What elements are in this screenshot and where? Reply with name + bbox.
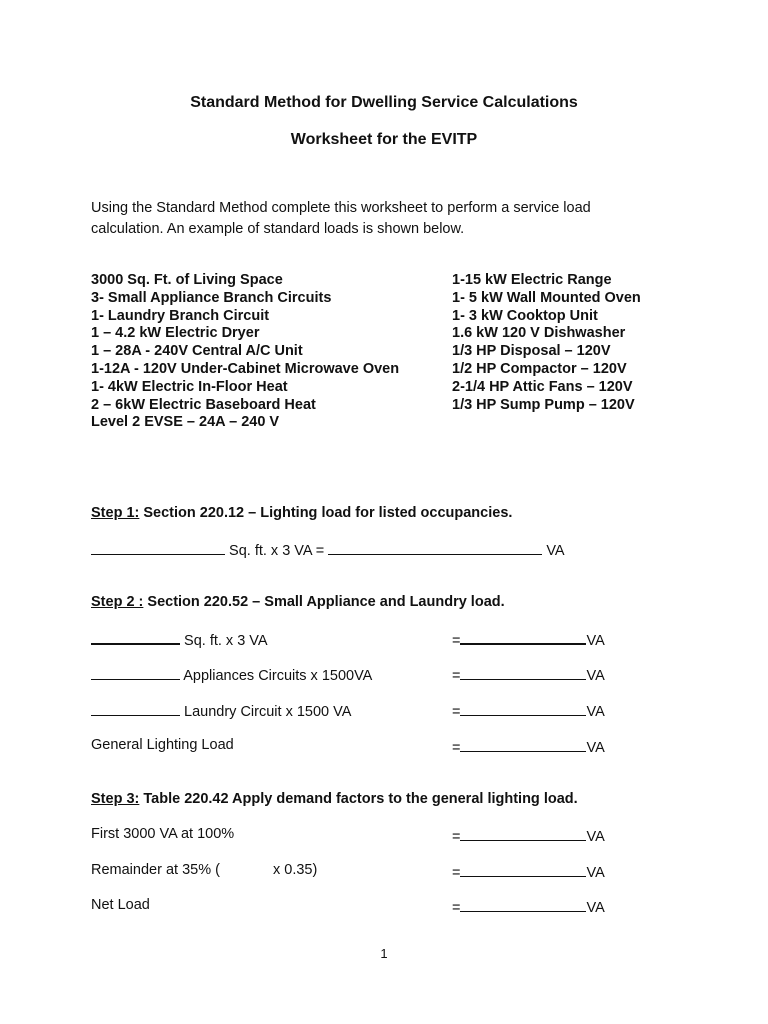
step2-row-appliances — [91, 665, 651, 685]
step3-row-first — [91, 826, 651, 846]
list-item: 1- Laundry Branch Circuit — [91, 307, 270, 324]
equals-sign: = — [452, 900, 461, 916]
step3-text: Table 220.42 Apply demand factors to the general lighting load. — [139, 791, 578, 807]
step1-heading — [91, 505, 512, 521]
unit-label: VA — [586, 865, 605, 881]
list-item: 2 – 6kW Electric Baseboard Heat — [91, 396, 316, 413]
result-blank-field[interactable] — [460, 897, 586, 912]
row-label: First 3000 VA at 100% — [91, 826, 235, 842]
document-subtitle: Worksheet for the EVITP — [290, 131, 478, 148]
list-item: 1/3 HP Disposal – 120V — [452, 343, 611, 360]
list-item: 1-15 kW Electric Range — [452, 272, 612, 288]
laundry-circuit-blank[interactable] — [91, 701, 180, 716]
row-label: Remainder at 35% ( — [91, 862, 220, 878]
step2-heading — [91, 594, 505, 610]
step1-formula-row — [91, 540, 651, 560]
list-item: 1- 4kW Electric In-Floor Heat — [91, 378, 288, 395]
result-blank-field[interactable] — [460, 701, 586, 716]
list-item: 1/3 HP Sump Pump – 120V — [452, 396, 635, 413]
unit-label: VA — [586, 668, 605, 684]
list-item: 1/2 HP Compactor – 120V — [452, 360, 627, 377]
equals-sign: = — [452, 633, 461, 649]
row-label: Laundry Circuit x 1500 VA — [180, 704, 352, 720]
step2-text: Section 220.52 – Small Appliance and Laundry load. — [143, 594, 505, 610]
result-blank-field[interactable] — [460, 665, 586, 680]
equals-sign: = — [452, 865, 461, 881]
list-item: 1-12A - 120V Under-Cabinet Microwave Oven — [91, 360, 400, 377]
row-label: General Lighting Load — [91, 737, 234, 753]
step1-text: Section 220.12 – Lighting load for listed occupancies. — [139, 505, 513, 521]
step1-formula-text: Sq. ft. x 3 VA = — [225, 543, 329, 559]
row-label: Appliances Circuits x 1500VA — [180, 668, 373, 684]
row-label: Net Load — [91, 897, 150, 913]
result-blank-field[interactable] — [460, 826, 586, 841]
unit-label: VA — [586, 633, 605, 649]
sqft-blank-field[interactable] — [91, 540, 225, 555]
step2-row-general-lighting — [91, 737, 651, 757]
result-blank-field[interactable] — [460, 737, 586, 752]
step2-label: Step 2 : — [91, 594, 144, 610]
step3-row-net-load — [91, 897, 651, 917]
unit-label: VA — [586, 740, 605, 756]
loads-list-right — [452, 272, 641, 414]
step1-label: Step 1: — [91, 505, 140, 521]
list-item: Level 2 EVSE – 24A – 240 V — [91, 414, 280, 431]
lighting-va-blank-field[interactable] — [328, 540, 542, 555]
equals-sign: = — [452, 668, 461, 684]
unit-label: VA — [586, 704, 605, 720]
page-number: 1 — [380, 946, 388, 961]
list-item: 1 – 4.2 kW Electric Dryer — [91, 325, 260, 342]
list-item: 1.6 kW 120 V Dishwasher — [452, 325, 626, 342]
row-label: Sq. ft. x 3 VA — [180, 633, 268, 649]
equals-sign: = — [452, 704, 461, 720]
remainder-multiplier: x 0.35) — [273, 862, 318, 878]
step3-row-remainder — [91, 862, 651, 882]
result-blank-field[interactable] — [460, 629, 586, 645]
list-item: 2-1/4 HP Attic Fans – 120V — [452, 378, 633, 395]
step1-unit: VA — [542, 543, 565, 559]
step2-row-sqft — [91, 629, 651, 649]
list-item: 1- 3 kW Cooktop Unit — [452, 307, 598, 324]
step3-label: Step 3: — [91, 791, 140, 807]
step3-heading — [91, 791, 578, 807]
equals-sign: = — [452, 829, 461, 845]
loads-list-left — [91, 272, 399, 432]
appliance-circuits-blank[interactable] — [91, 665, 180, 680]
document-title: Standard Method for Dwelling Service Calculations — [190, 94, 578, 111]
unit-label: VA — [586, 829, 605, 845]
equals-sign: = — [452, 740, 461, 756]
list-item: 1- 5 kW Wall Mounted Oven — [452, 289, 641, 306]
unit-label: VA — [586, 900, 605, 916]
list-item: 3- Small Appliance Branch Circuits — [91, 289, 332, 306]
sqft-input-blank[interactable] — [91, 629, 180, 645]
intro-paragraph: Using the Standard Method complete this worksheet to perform a service load calculation. An example of standard loads is shown below. — [91, 200, 591, 237]
list-item: 1 – 28A - 240V Central A/C Unit — [91, 343, 303, 360]
result-blank-field[interactable] — [460, 862, 586, 877]
list-item: 3000 Sq. Ft. of Living Space — [91, 272, 283, 288]
step2-row-laundry — [91, 701, 651, 721]
